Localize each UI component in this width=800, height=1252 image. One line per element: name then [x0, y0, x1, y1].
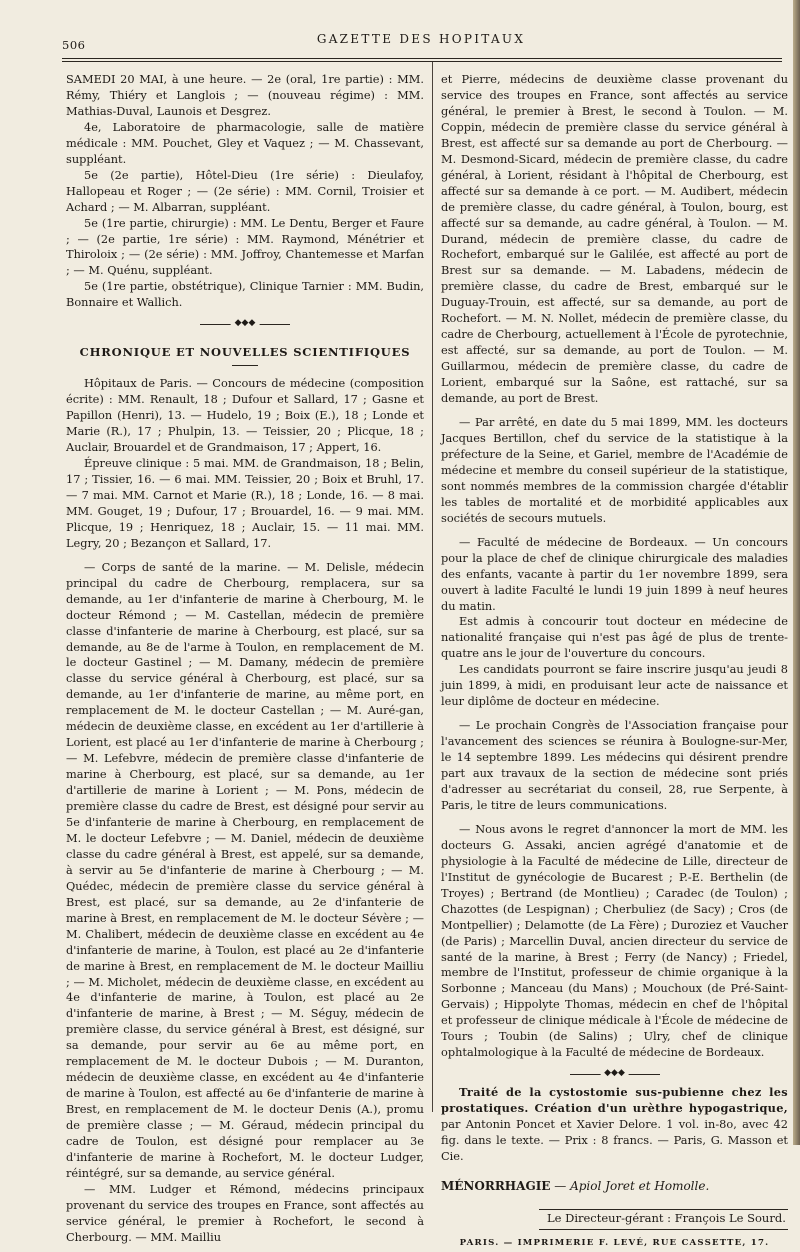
- book-notice: [441, 1085, 788, 1165]
- page-number: 506: [62, 38, 86, 52]
- exam-paragraph: 4e, Laboratoire de pharmacologie, salle de matière médicale : MM. Pouchet, Gley et Vaquez ; — M. Chassevant, suppléant.: [66, 119, 424, 166]
- ornament-icon: ◆◆◆: [600, 1068, 629, 1079]
- running-head: GAZETTE DES HOPITAUX: [316, 32, 526, 46]
- news-paragraph: — MM. Ludger et Rémond, médecins principaux provenant du service des troupes en France, sont affectés au service général, le premier à Rochefort, le second à Cherbourg. — MM. Mailliu: [66, 1181, 424, 1244]
- news-paragraph: — Corps de santé de la marine. — M. Delisle, médecin principal du cadre de Cherbourg, remplacera, sur sa demande, au 1er d'infanterie de marine à Cherbourg, M. le docteur Rémond ; — M. Castellan, médecin de première classe d'infanterie de marine à Cherbourg, est placé, sur sa demande, au 8e de l'arme à Toulon, en remplacement de M. le docteur Gastinel ; — M. Damany, médecin de première classe du service général à Cherbourg, est placé, sur sa demande, au 1er d'infanterie de marine, au même port, en remplacement de M. le docteur Castellan ; — M. Auré-gan, médecin de deuxième classe, en excédent au 1er d'artillerie à Lorient, est placé au 1er d'infanterie de marine à Cherbourg ; — M. Lefebvre, médecin de première classe d'infanterie de marine à Cherbourg, est placé, sur sa demande, au 1er d'artillerie de marine à Lorient ; — M. Pons, médecin de première classe du cadre de Brest, est désigné pour servir au 5e d'infanterie de marine à Cherbourg, en remplacement de M. le docteur Lefebvre ; — M. Daniel, médecin de deuxième classe du cadre général à Brest, est appelé, sur sa demande, à servir au 5e d'infanterie de marine à Cherbourg ; — M. Quédec, médecin de première classe du service général à Brest, est placé, sur sa demande, au 2e d'infanterie de marine à Brest, en remplacement de M. le docteur Sévère ; — M. Chalibert, médecin de deuxième classe en excédent au 4e d'infanterie de marine, à Toulon, est placé au 2e d'infanterie de marine à Brest, en remplacement de M. le docteur Mailliu ; — M. Micholet, médecin de deuxième classe, en excédent au 4e d'infanterie de marine, à Toulon, est placé au 2e d'infanterie de marine, à Brest ; — M. Séguy, médecin de première classe, du service général à Brest, est désigné, sur sa demande, pour servir au 6e au même port, en remplacement de M. le docteur Dubois ; — M. Duranton, médecin de deuxième classe, en excédent au 4e d'infanterie de marine à Toulon, est affecté au 6e d'infanterie de marine à Brest, en remplacement de M. le docteur Denis (A.), promu de première classe ; — M. Géraud, médecin principal du cadre de Toulon, est désigné pour remplacer au 3e d'infanterie de marine à Rochefort, M. le docteur Ludger, réintégré, sur sa demande, au service général.: [66, 559, 424, 1180]
- ad-text: — Apiol Joret et Homolle.: [550, 1178, 710, 1193]
- advertisement: [441, 1179, 788, 1195]
- book-details: par Antonin Poncet et Xavier Delore. 1 vol. in-8o, avec 42 fig. dans le texte. — Prix : 8 francs. — Paris, G. Masson et Cie.: [441, 1117, 788, 1163]
- news-paragraph: Est admis à concourir tout docteur en médecine de nationalité française qui n'est pas âgé de plus de trente-quatre ans le jour de l'ouverture du concours.: [441, 614, 788, 661]
- book-title: Traité de la cystostomie sus-pubienne chez les prostatiques. Création d'un urèthre hypogastrique,: [441, 1085, 788, 1116]
- ornament-divider: [200, 319, 290, 329]
- exam-paragraph: 5e (1re partie, obstétrique), Clinique Tarnier : MM. Budin, Bonnaire et Wallich.: [66, 279, 424, 310]
- header-rule: [62, 58, 782, 59]
- news-paragraph: — Le prochain Congrès de l'Association française pour l'avancement des sciences se réunira à Boulogne-sur-Mer, le 14 septembre 1899. Les médecins qui désirent prendre part aux travaux de la section de médecine sont priés d'adresser au secrétariat du conseil, 28, rue Serpente, à Paris, le titre de leurs communications.: [441, 718, 788, 812]
- news-paragraph: — Faculté de médecine de Bordeaux. — Un concours pour la place de chef de clinique chirurgicale des maladies des enfants, vacante à partir du 1er novembre 1899, sera ouvert à ladite Faculté le lundi 19 juin 1899 à neuf heures du matin.: [441, 534, 788, 613]
- exam-paragraph: 5e (2e partie), Hôtel-Dieu (1re série) : Dieulafoy, Hallopeau et Roger ; — (2e série) : MM. Cornil, Troisier et Achard ; — M. Albarran, suppléant.: [66, 167, 424, 214]
- ornament-divider: [570, 1069, 660, 1079]
- section-rule: [232, 365, 258, 366]
- header-rule-double: [62, 61, 782, 62]
- news-paragraph: et Pierre, médecins de deuxième classe provenant du service des troupes en France, sont affectés au service général, le premier à Brest, le second à Toulon. — M. Coppin, médecin de première classe du service général à Brest, est affecté sur sa demande au port de Cherbourg. — M. Desmond-Sicard, médecin de première classe, du cadre général, à Lorient, résidant à l'hôpital de Cherbourg, est affecté sur sa demande à ce port. — M. Audibert, médecin de première classe, du cadre général, à Toulon, bourg, est affecté sur sa demande, au cadre général, à Toulon. — M. Durand, médecin de première classe, du cadre de Rochefort, embarqué sur le Galilée, est affecté au port de Brest sur sa demande. — M. Labadens, médecin de première classe, du cadre de Brest, embarqué sur le Duguay-Trouin, est affecté, sur sa demande, au port de Rochefort. — M. N. Nollet, médecin de première classe, du cadre de Cherbourg, actuellement à l'École de pyrotechnie, est affecté, sur sa demande, au port de Toulon. — M. Guillarmou, médecin de première classe, du cadre de Lorient, embarqué sur la Saône, est rattaché, sur sa demande, au port de Brest.: [441, 72, 788, 406]
- column-divider: [432, 62, 433, 1112]
- ornament-icon: ◆◆◆: [231, 318, 260, 329]
- ad-label: MÉNORRHAGIE: [441, 1178, 551, 1193]
- page-header: [62, 30, 780, 54]
- section-title: CHRONIQUE ET NOUVELLES SCIENTIFIQUES: [79, 345, 411, 360]
- news-paragraph: — Nous avons le regret d'annoncer la mort de MM. les docteurs G. Assaki, ancien agrégé d'anatomie et de physiologie à la Faculté de médecine de Lille, directeur de l'Institut de gynécologie de Bucarest ; P.-E. Berthelin (de Troyes) ; Bertrand (de Montlieu) ; Caradec (de Toulon) ; Chazottes (de Lespignan) ; Cherbuliez (de Sacy) ; Cros (de Montpellier) ; Delamotte (de La Fère) ; Duroziez et Vaucher (de Paris) ; Marcellin Duval, ancien directeur du service de santé de la marine, à Brest ; Ferry (de Nancy) ; Friedel, membre de l'Institut, professeur de chimie organique à la Sorbonne ; Manceau (du Mans) ; Mouchoux (de Pré-Saint-Gervais) ; Hippolyte Thomas, médecin en chef de l'hôpital et professeur de clinique médicale à l'École de médecine de Tours ; Toubin (de Salins) ; Ulry, chef de clinique ophtalmologique à la Faculté de médecine de Bordeaux.: [441, 821, 788, 1060]
- news-paragraph: — Par arrêté, en date du 5 mai 1899, MM. les docteurs Jacques Bertillon, chef du service de la statistique à la préfecture de la Seine, et Gariel, membre de l'Académie de médecine et membre du conseil supérieur de la statistique, sont nommés membres de la commission chargée d'établir les tables de mortalité et de morbidité applicables aux sociétés de secours mutuels.: [441, 415, 788, 525]
- left-column: [66, 72, 424, 1246]
- exam-schedule-paragraph: SAMEDI 20 MAI, à une heure. — 2e (oral, 1re partie) : MM. Rémy, Thiéry et Langlois ; — (nouveau régime) : MM. Mathias-Duval, Launois et Desgrez.: [66, 72, 424, 118]
- page-edge: [793, 0, 800, 1145]
- printer-line: PARIS. — IMPRIMERIE F. LEVÉ, RUE CASSETTE, 17.: [459, 1237, 770, 1248]
- director-line: Le Directeur-gérant : François Le Sourd.: [539, 1209, 788, 1230]
- news-paragraph: Hôpitaux de Paris. — Concours de médecine (composition écrite) : MM. Renault, 18 ; Dufour et Sallard, 17 ; Gasne et Papillon (Henri), 13. — Hudelo, 19 ; Boix (E.), 18 ; Londe et Marie (R.), 17 ; Phulpin, 13. — Teissier, 20 ; Plicque, 18 ; Auclair, Brouardel et de Grandmaison, 17 ; Appert, 16.: [66, 376, 424, 455]
- news-paragraph: Les candidats pourront se faire inscrire jusqu'au jeudi 8 juin 1899, à midi, en produisant leur acte de naissance et leur diplôme de docteur en médecine.: [441, 662, 788, 709]
- right-column: [441, 72, 788, 1252]
- news-paragraph: Épreuve clinique : 5 mai. MM. de Grandmaison, 18 ; Belin, 17 ; Tissier, 16. — 6 mai. MM. Teissier, 20 ; Boix et Bruhl, 17. — 7 mai. MM. Carnot et Marie (R.), 18 ; Londe, 16. — 8 mai. MM. Gouget, 19 ; Dufour, 17 ; Brouardel, 16. — 9 mai. MM. Plicque, 19 ; Henriquez, 18 ; Auclair, 15. — 11 mai. MM. Legry, 20 ; Bezançon et Sallard, 17.: [66, 456, 424, 550]
- exam-paragraph: 5e (1re partie, chirurgie) : MM. Le Dentu, Berger et Faure ; — (2e partie, 1re série) : MM. Raymond, Ménétrier et Thiroloix ; — (2e série) : MM. Joffroy, Chantemesse et Marfan ; — M. Quénu, suppléant.: [66, 215, 424, 278]
